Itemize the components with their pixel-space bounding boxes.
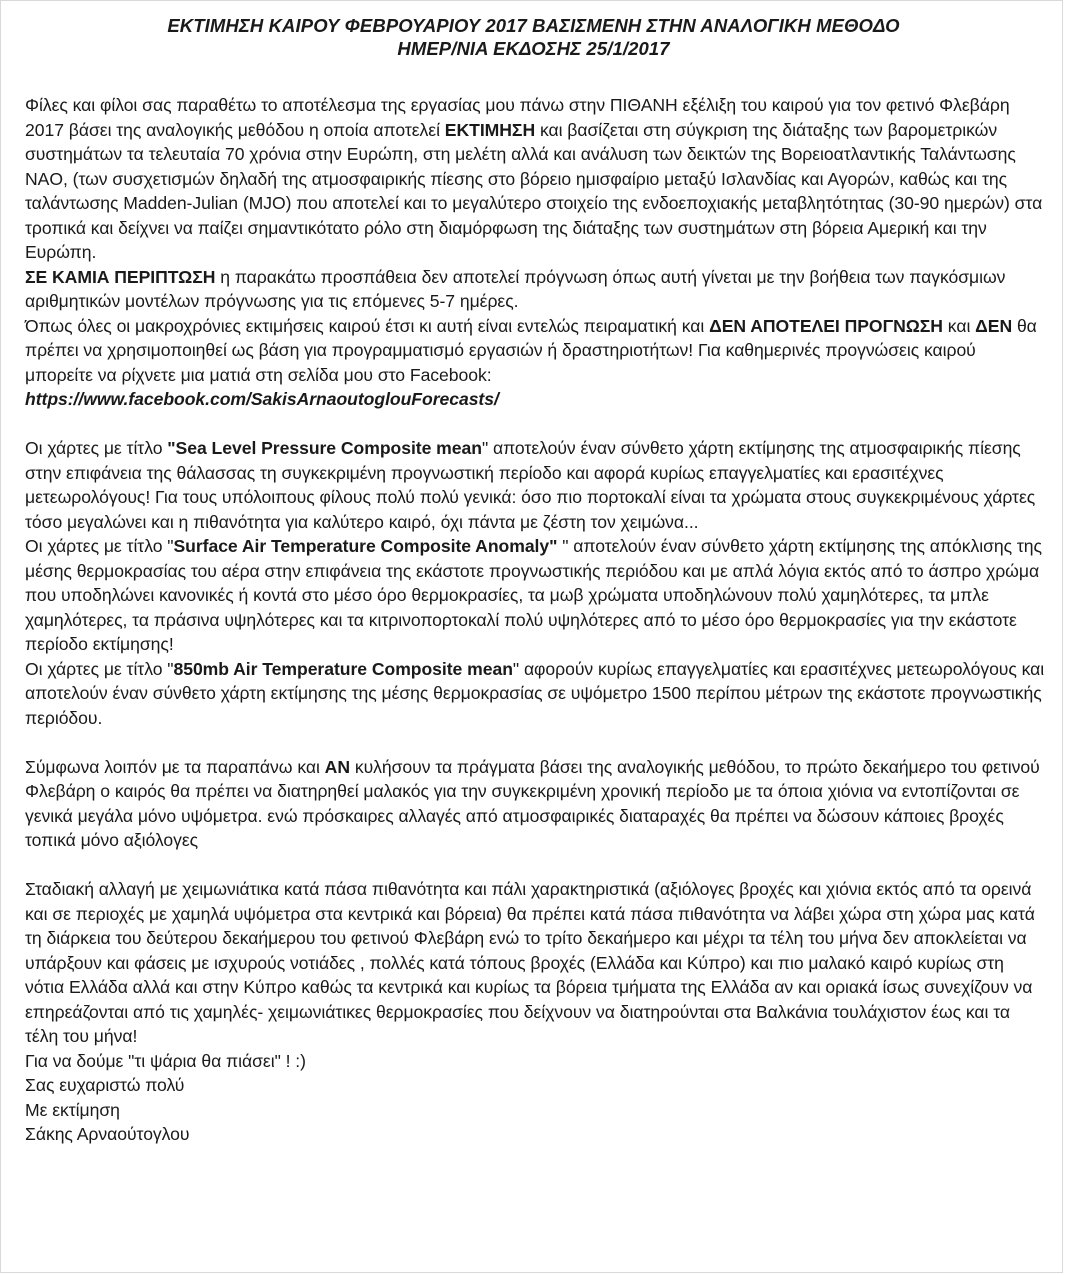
thanks-line: Σας ευχαριστώ πολύ: [25, 1075, 185, 1095]
intro-paragraph: Φίλες και φίλοι σας παραθέτω το αποτέλεσμα της εργασίας μου πάνω στην ΠΙΘΑΝΗ εξέλιξη του καιρού για τον φετινό Φλεβάρη 2017 βάσει της αναλογικής μεθόδου η οποία αποτελεί ΕΚΤΙΜΗΣΗ και βασίζεται στη σύγκριση της διάταξης των βαρομετρικών συστημάτων τα τελευταία 70 χρόνια στην Ευρώπη, στη μελέτη αλλά και ανάλυση των δεικτών της Βορειοατλαντικής Ταλάντωσης NAO, (των συσχετισμών δηλαδή της ατμοσφαιρικής πίεσης στο βόρειο ημισφαίριο μεταξύ Ισλανδίας και Αγορών, καθώς και της ταλάντωσης Madden-Julian (MJO) που αποτελεί και το μεγαλύτερο στοιχείο της ενδοεποχιακής μεταβλητότητας (30-90 ημερών) στα τροπικά και δείχνει να παίζει σημαντικότατο ρόλο στη διαμόρφωση της διάταξης των συστημάτων στη βόρεια Αμερική και την Ευρώπη.: [25, 95, 1043, 262]
author-signature: Σάκης Αρναούτογλου: [25, 1124, 190, 1144]
map-description-surface-temp: Οι χάρτες με τίτλο "Surface Air Temperature Composite Anomaly" " αποτελούν έναν σύνθετο χάρτη εκτίμησης της απόκλισης της μέσης θερμοκρασίας του αέρα στην επιφάνεια της εκάστοτε προγνωστικής περιόδου και με απλά λόγια εκτός από το άσπρο χρώμα που υποδηλώνει κανονικές ή κοντά στο μέσο όρο θερμοκρασίες, τα μωβ χρώματα υποδηλώνουν πολύ χαμηλότερες, τα μπλε χαμηλότερες, τα πράσινα υψηλότερες και τα κιτρινοπορτοκαλί πολύ υψηλότερες από το μέσο όρο θερμοκρασίες για την εκάστοτε περίοδο εκτίμησης!: [25, 536, 1042, 654]
map-description-pressure: Οι χάρτες με τίτλο "Sea Level Pressure Composite mean" αποτελούν έναν σύνθετο χάρτη εκτίμησης της ατμοσφαιρικής πίεσης στην επιφάνεια της θάλασσας τη συγκεκριμένη προγνωστική περίοδο και αφορά κυρίως επαγγελματίες και ερασιτέχνες μετεωρολόγους! Για τους υπόλοιπους φίλους πολύ πολύ γενικά: όσο πιο πορτοκαλί είναι τα χρώματα στους συγκεκριμένους χάρτες τόσο μεγαλώνει και η πιθανότητα για καλύτερο καιρό, όχι πάντα με ζέστη τον χειμώνα...: [25, 438, 1036, 532]
regards-line: Με εκτίμηση: [25, 1099, 120, 1120]
forecast-second-third-decade: Σταδιακή αλλαγή με χειμωνιάτικα κατά πάσα πιθανότητα και πάλι χαρακτηριστικά (αξιόλογες βροχές και χιόνια εκτός από τα ορεινά και σε περιοχές με χαμηλά υψόμετρα στα κεντρικά και βόρεια) θα πρέπει κατά πάσα πιθανότητα να λάβει χώρα στη χώρα μας κατά τη διάρκεια του δεύτερου δεκαήμερου του φετινού Φλεβάρη ενώ το τρίτο δεκαήμερο και μέχρι τα τέλη του μήνα δεν αποκλείεται να υπάρξουν και φάσεις με ισχυρούς νοτιάδες , πολλές κατά τόπους βροχές (Ελλάδα και Κύπρο) και πιο μαλακό καιρό κυρίως στη νότια Ελλάδα αλλά και στην Κύπρο καθώς τα κεντρικά και κυρίως τα βόρεια τμήματα της Ελλάδα αν και οριακά ίσως συνεχίζουν να επηρεάζονται από τις χαμηλές- χειμωνιάτικες θερμοκρασίες που δείχνουν να διατηρούνται στα Βαλκάνια τουλάχιστον έως και τα τέλη του μήνα!: [25, 879, 1035, 1046]
facebook-link[interactable]: https://www.facebook.com/SakisArnaoutoglouForecasts/: [25, 389, 499, 409]
closing-line: Για να δούμε "τι ψάρια θα πιάσει" ! :): [25, 1050, 306, 1071]
disclaimer-paragraph: ΣΕ ΚΑΜΙΑ ΠΕΡΙΠΤΩΣΗ η παρακάτω προσπάθεια δεν αποτελεί πρόγνωση όπως αυτή γίνεται με την βοήθεια των παγκόσμιων αριθμητικών μοντέλων πρόγνωσης για τις επόμενες 5-7 ημέρες.: [25, 266, 1006, 311]
forecast-first-decade: Σύμφωνα λοιπόν με τα παραπάνω και ΑΝ κυλήσουν τα πράγματα βάσει της αναλογικής μεθόδου, το πρώτο δεκαήμερο του φετινού Φλεβάρη ο καιρός θα πρέπει να διατηρηθεί μαλακός για την συγκεκριμένη χρονική περίοδο με τα όποια χιόνια να εντοπίζονται σε γενικά μεγάλα μόνο υψόμετρα. ενώ πρόσκαιρες αλλαγές από ατμοσφαιρικές διαταραχές θα πρέπει να δώσουν κάποιες βροχές τοπικά μόνο αξιόλογες: [25, 756, 1040, 850]
document-body: [25, 93, 1045, 1147]
document-title: ΕΚΤΙΜΗΣΗ ΚΑΙΡΟΥ ΦΕΒΡΟΥΑΡΙΟΥ 2017 ΒΑΣΙΣΜΕΝΗ ΣΤΗΝ ΑΝΑΛΟΓΙΚΗ ΜΕΘΟΔΟ: [167, 15, 900, 36]
experimental-note: Όπως όλες οι μακροχρόνιες εκτιμήσεις καιρού έτσι κι αυτή είναι εντελώς πειραματική και ΔΕΝ ΑΠΟΤΕΛΕΙ ΠΡΟΓΝΩΣΗ και ΔΕΝ θα πρέπει να χρησιμοποιηθεί ως βάση για προγραμματισμό εργασιών ή δραστηριοτήτων! Για καθημερινές προγνώσεις καιρού μπορείτε να ρίχνετε μια ματιά στη σελίδα μου στο Facebook:: [25, 315, 1037, 385]
issue-date: ΗΜΕΡ/ΝΙΑ ΕΚΔΟΣΗΣ 25/1/2017: [397, 38, 670, 59]
map-description-850mb: Οι χάρτες με τίτλο "850mb Air Temperature Composite mean" αφορούν κυρίως επαγγελματίες και ερασιτέχνες μετεωρολόγους και αποτελούν έναν σύνθετο χάρτη εκτίμησης της μέσης θερμοκρασίας σε υψόμετρο 1500 περίπου μέτρων της εκάστοτε προγνωστικής περιόδου.: [25, 658, 1045, 728]
